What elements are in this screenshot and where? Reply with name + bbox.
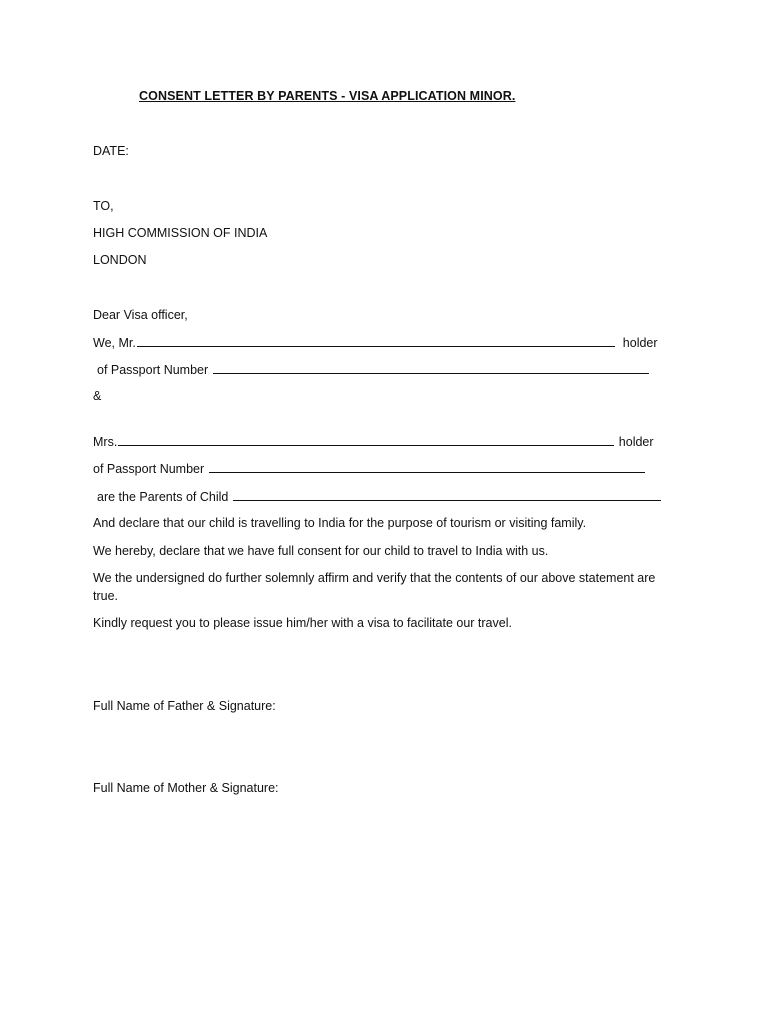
declaration-1: And declare that our child is travelling to India for the purpose of tourism or visiting family. xyxy=(93,516,587,530)
father-name-row xyxy=(93,334,658,351)
child-label: are the Parents of Child xyxy=(97,490,229,504)
date-label: DATE: xyxy=(93,144,129,158)
mother-passport-row xyxy=(93,460,646,477)
request-text: Kindly request you to please issue him/her with a visa to facilitate our travel. xyxy=(93,616,512,630)
father-name-blank[interactable] xyxy=(137,334,615,347)
mother-passport-blank[interactable] xyxy=(209,460,645,473)
father-prefix: We, Mr. xyxy=(93,336,136,350)
mother-name-row xyxy=(93,433,654,450)
mother-name-blank[interactable] xyxy=(118,433,614,446)
child-name-blank[interactable] xyxy=(233,488,661,501)
child-row xyxy=(97,488,662,505)
mother-signature-label: Full Name of Mother & Signature: xyxy=(93,781,279,795)
salutation: Dear Visa officer, xyxy=(93,308,188,322)
father-passport-row xyxy=(97,361,650,378)
mother-passport-label: of Passport Number xyxy=(93,462,205,476)
recipient-city: LONDON xyxy=(93,253,147,267)
father-holder-text: holder xyxy=(622,336,658,350)
ampersand: & xyxy=(93,389,102,403)
to-label: TO, xyxy=(93,199,114,213)
father-passport-label: of Passport Number xyxy=(97,363,209,377)
document-title: CONSENT LETTER BY PARENTS - VISA APPLICATION MINOR. xyxy=(139,89,516,103)
declaration-3: We the undersigned do further solemnly affirm and verify that the contents of our above statement are true. xyxy=(93,571,656,603)
recipient-org: HIGH COMMISSION OF INDIA xyxy=(93,226,268,240)
father-signature-label: Full Name of Father & Signature: xyxy=(93,699,276,713)
mother-holder-text: holder xyxy=(618,435,654,449)
declaration-2: We hereby, declare that we have full consent for our child to travel to India with us. xyxy=(93,544,549,558)
mother-prefix: Mrs. xyxy=(93,435,118,449)
father-passport-blank[interactable] xyxy=(213,361,649,374)
